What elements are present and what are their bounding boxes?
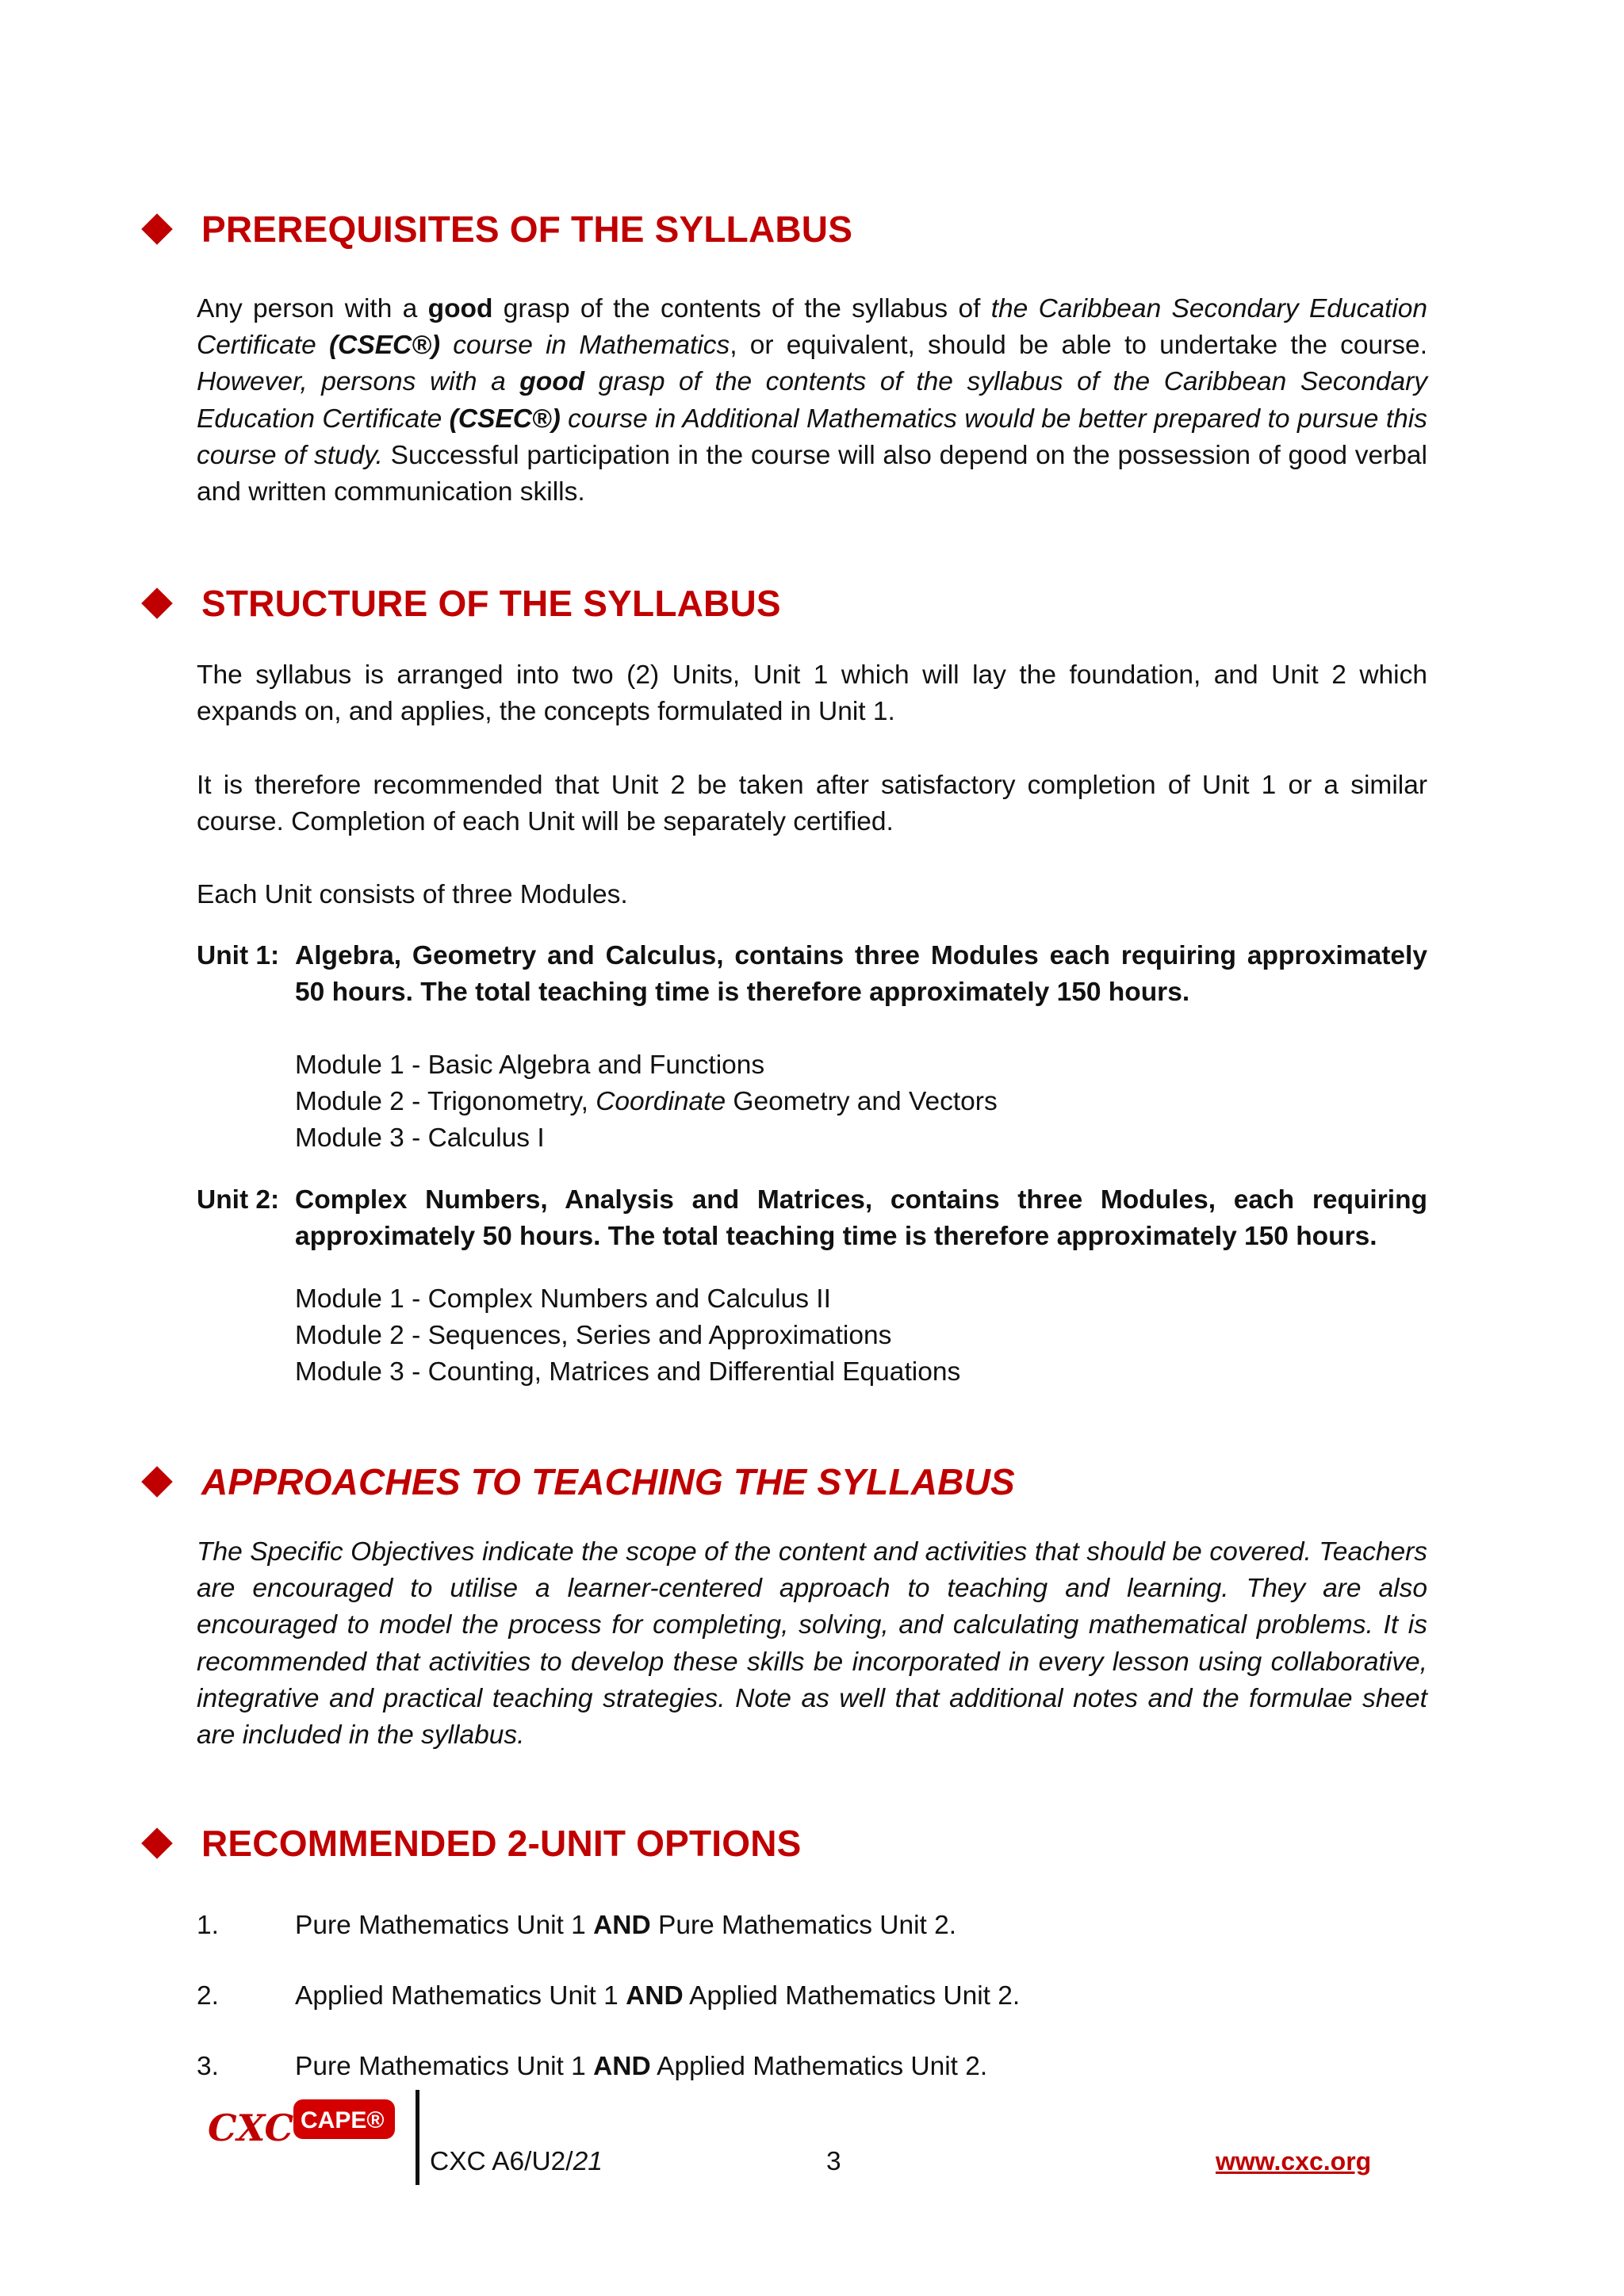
unit1-description: Algebra, Geometry and Calculus, contains three Modules each requiring approximately 50 hours. The total teaching time is therefore approximately 150 hours.: [295, 941, 1427, 1008]
heading-text: APPROACHES TO TEACHING THE SYLLABUS: [201, 1461, 1015, 1502]
unit1-module2: Module 2 - Trigonometry, Coordinate Geometry and Vectors: [295, 1087, 998, 1116]
unit2-label: Unit 2:: [197, 1185, 280, 1215]
diamond-bullet-icon: [141, 1466, 173, 1498]
section-heading-approaches: [140, 1460, 1015, 1503]
option-text: Pure Mathematics Unit 1 AND Applied Mathematics Unit 2.: [295, 2052, 988, 2081]
prerequisites-paragraph: Any person with a good grasp of the contents of the syllabus of the Caribbean Secondary Education Certificate (CSEC®) course in Mathematics, or equivalent, should be able to undertake the course. However, persons with a good grasp of the contents of the syllabus of the Caribbean Secondary Education Certificate (CSEC®) course in Additional Mathematics would be better prepared to pursue this course of study. Successful participation in the course will also depend on the possession of good verbal and written communication skills.: [197, 294, 1428, 507]
website-link[interactable]: www.cxc.org: [1216, 2147, 1372, 2175]
cxc-logo-text: CXC: [208, 2107, 294, 2149]
unit2-module3: Module 3 - Counting, Matrices and Differential Equations: [295, 1357, 961, 1387]
section-heading-prerequisites: [140, 208, 852, 251]
approaches-paragraph: The Specific Objectives indicate the scope of the content and activities that should be covered. Teachers are encouraged to utilise a learner-centered approach to teaching and learning. They are also encouraged to model the process for completing, solving, and calculating mathematical problems. It is recommended that activities to develop these skills be incorporated in every lesson using collaborative, integrative and practical teaching strategies. Note as well that additional notes and the formulae sheet are included in the syllabus.: [197, 1537, 1427, 1751]
option-number: 2.: [197, 1981, 219, 2011]
unit2-description: Complex Numbers, Analysis and Matrices, contains three Modules, each requiring approximately 50 hours. The total teaching time is therefore approximately 150 hours.: [295, 1185, 1427, 1252]
option-number: 1.: [197, 1911, 219, 1940]
cape-badge-text: CAPE®: [301, 2107, 385, 2133]
unit1-label: Unit 1:: [197, 941, 280, 970]
option-text: Applied Mathematics Unit 1 AND Applied Mathematics Unit 2.: [295, 1981, 1021, 2011]
diamond-bullet-icon: [141, 1827, 173, 1859]
unit2-module2: Module 2 - Sequences, Series and Approximations: [295, 1321, 892, 1350]
unit1-module1: Module 1 - Basic Algebra and Functions: [295, 1050, 765, 1080]
document-code: CXC A6/U2/21: [430, 2147, 603, 2176]
footer-divider: [416, 2090, 419, 2185]
structure-paragraph-3: Each Unit consists of three Modules.: [197, 880, 628, 909]
section-heading-structure: [140, 582, 781, 625]
structure-paragraph-1: The syllabus is arranged into two (2) Units, Unit 1 which will lay the foundation, and Unit 2 which expands on, and applies, the concepts formulated in Unit 1.: [197, 660, 1427, 727]
page-number: 3: [826, 2147, 841, 2176]
cxc-cape-logo: [205, 2095, 403, 2166]
heading-text: STRUCTURE OF THE SYLLABUS: [201, 583, 781, 624]
unit1-module3: Module 3 - Calculus I: [295, 1123, 545, 1153]
heading-text: RECOMMENDED 2-UNIT OPTIONS: [201, 1823, 802, 1864]
diamond-bullet-icon: [141, 213, 173, 245]
structure-paragraph-2: It is therefore recommended that Unit 2 be taken after satisfactory completion of Unit 1 or a similar course. Completion of each Unit will be separately certified.: [197, 771, 1427, 837]
unit2-module1: Module 1 - Complex Numbers and Calculus II: [295, 1284, 831, 1314]
option-number: 3.: [197, 2052, 219, 2081]
option-text: Pure Mathematics Unit 1 AND Pure Mathematics Unit 2.: [295, 1911, 957, 1940]
heading-text: PREREQUISITES OF THE SYLLABUS: [201, 209, 853, 250]
section-heading-options: [140, 1822, 802, 1865]
diamond-bullet-icon: [141, 587, 173, 619]
